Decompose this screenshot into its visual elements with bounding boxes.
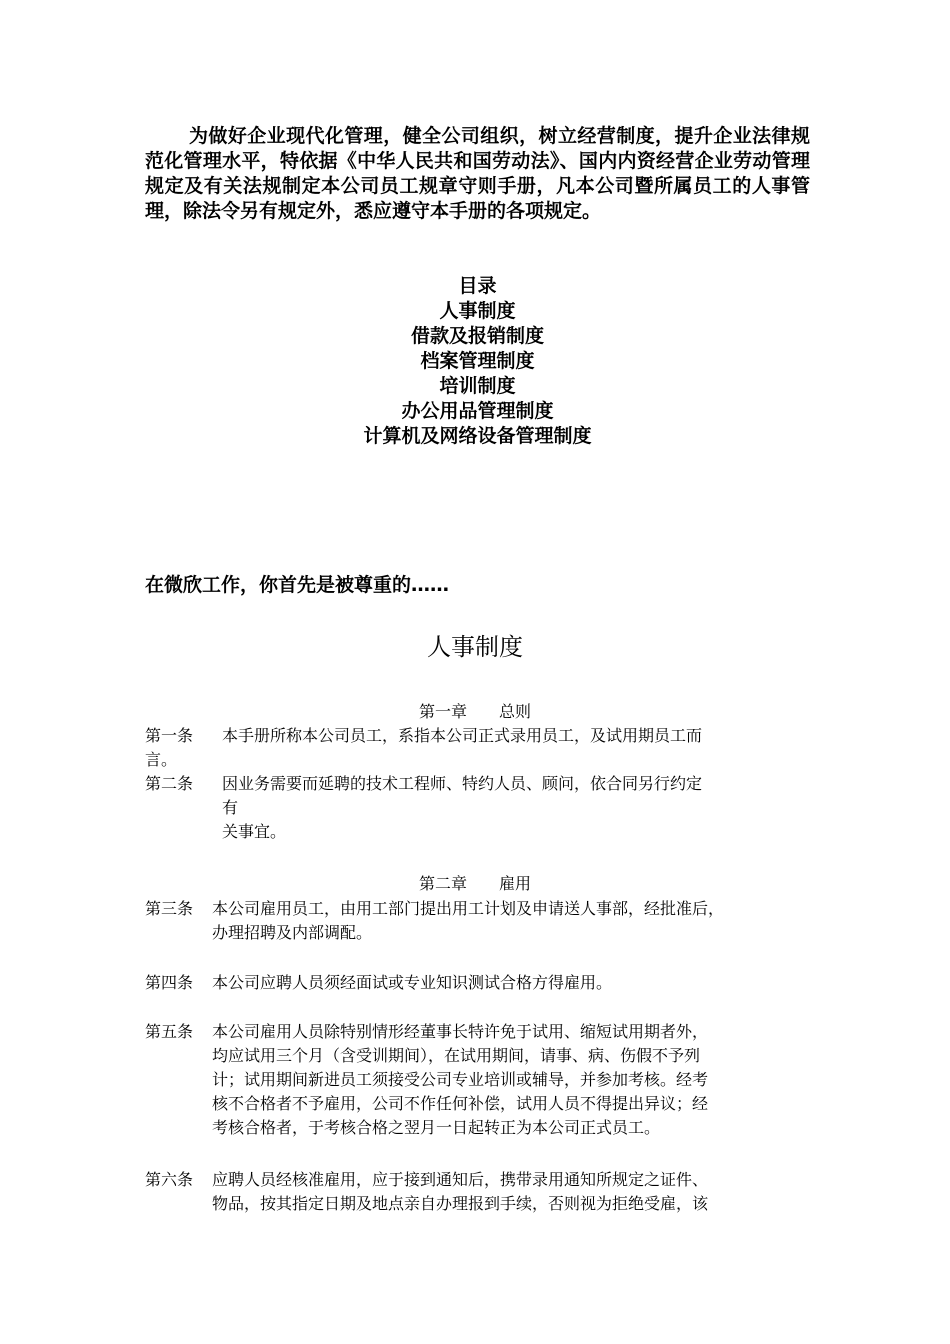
article-line: 因业务需要而延聘的技术工程师、特约人员、顾问，依合同另行约定 — [222, 774, 703, 793]
chapter-heading — [0, 872, 950, 896]
article-line: 本公司雇用人员除特别情形经董事长特许免于试用、缩短试用期者外， — [212, 1022, 709, 1041]
intro-paragraph: 为做好企业现代化管理，健全公司组织，树立经营制度，提升企业法律规范化管理水平，特依据《中华人民共和国劳动法》、国内内资经营企业劳动管理规定及有关法规制定本公司员工规章守则手册，凡本公司暨所属员工的人事管理，除法令另有规定外，悉应遵守本手册的各项规定。 — [145, 125, 810, 222]
article — [145, 1020, 708, 1140]
article-line: 有 — [222, 798, 239, 817]
toc-heading: 目录 — [458, 275, 497, 297]
table-of-contents — [145, 274, 810, 449]
chapter-title: 雇用 — [499, 874, 532, 893]
article-label: 第五条 — [145, 1022, 194, 1041]
article-line: 核不合格者不予雇用，公司不作任何补偿，试用人员不得提出异议；经 — [212, 1094, 709, 1113]
article-line: 计；试用期间新进员工须接受公司专业培训或辅导，并参加考核。经考 — [212, 1070, 709, 1089]
slogan: 在微欣工作，你首先是被尊重的…… — [145, 574, 450, 596]
article-line: 办理招聘及内部调配。 — [212, 923, 373, 942]
article-line: 考核合格者，于考核合格之翌月一日起转正为本公司正式员工。 — [212, 1118, 661, 1137]
article-label: 第六条 — [145, 1170, 194, 1189]
article-line: 言。 — [145, 750, 178, 769]
toc-item: 借款及报销制度 — [410, 325, 544, 347]
article-line: 均应试用三个月（含受训期间），在试用期间，请事、病、伤假不予列 — [212, 1046, 701, 1065]
article — [145, 772, 702, 844]
article — [145, 971, 612, 995]
article-line: 关事宜。 — [222, 822, 287, 841]
toc-item: 办公用品管理制度 — [401, 400, 554, 422]
chapter-number: 第二章 — [418, 874, 467, 893]
article-label: 第二条 — [145, 774, 194, 793]
article-line: 应聘人员经核准雇用，应于接到通知后，携带录用通知所规定之证件、 — [212, 1170, 709, 1189]
toc-item: 培训制度 — [439, 375, 516, 397]
article-label: 第三条 — [145, 899, 194, 918]
article-line: 本公司应聘人员须经面试或专业知识测试合格方得雇用。 — [212, 973, 613, 992]
article-line: 本手册所称本公司员工，系指本公司正式录用员工，及试用期员工而 — [222, 726, 703, 745]
article-label: 第四条 — [145, 973, 194, 992]
section-title: 人事制度 — [427, 633, 523, 661]
article — [145, 724, 702, 772]
article — [145, 897, 724, 945]
chapter-title: 总则 — [499, 702, 532, 721]
toc-item: 计算机及网络设备管理制度 — [363, 425, 592, 447]
article — [145, 1168, 708, 1216]
toc-item: 人事制度 — [439, 300, 516, 322]
article-line: 物品，按其指定日期及地点亲自办理报到手续，否则视为拒绝受雇，该 — [212, 1194, 709, 1213]
article-label: 第一条 — [145, 726, 194, 745]
chapter-heading — [0, 700, 950, 724]
toc-item: 档案管理制度 — [420, 350, 535, 372]
article-line: 本公司雇用员工，由用工部门提出用工计划及申请送人事部，经批准后， — [212, 899, 725, 918]
chapter-number: 第一章 — [418, 702, 467, 721]
